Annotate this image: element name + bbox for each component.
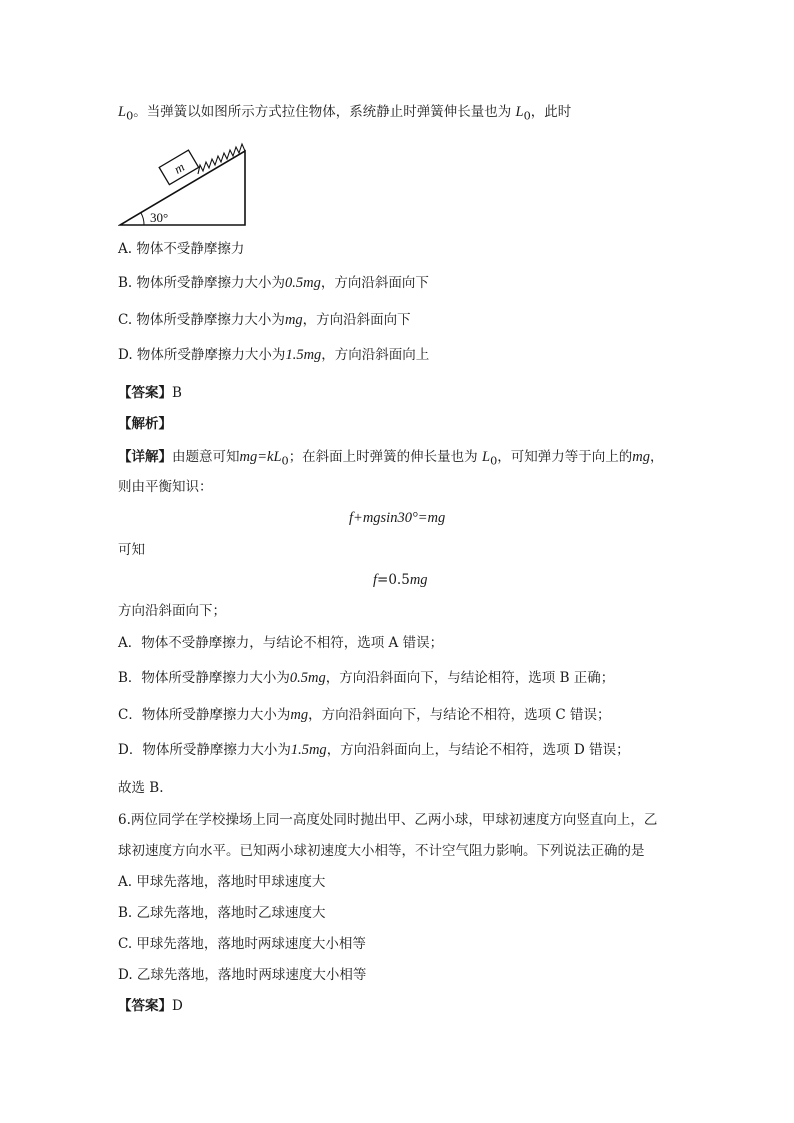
analysis-label: 【解析】 <box>118 416 172 432</box>
direction-line: 方向沿斜面向下； <box>118 603 226 619</box>
spring <box>198 144 245 174</box>
q5-option-c-value: mg <box>284 312 303 328</box>
detail-text-1: 由题意可知 <box>172 449 240 465</box>
equation-2 <box>373 571 428 589</box>
review-b-post: ，方向沿斜面向下，与结论相符，选项 B 正确； <box>325 670 615 686</box>
q5-option-b-value: 0.5mg <box>285 275 321 291</box>
q6-answer-value: D <box>172 998 183 1014</box>
q5-option-c <box>118 311 411 329</box>
detail-mg: mg <box>632 449 650 465</box>
q5-option-c-text: C. 物体所受静摩擦力大小为 <box>118 312 285 328</box>
intro-text-1: 。当弹簧以如图所示方式拉住物体，系统静止时弹簧伸长量也为 <box>133 104 512 120</box>
detail-label: 【详解】 <box>118 449 172 465</box>
answer-value: B <box>172 385 182 401</box>
review-c-text: C．物体所受静摩擦力大小为 <box>118 707 291 723</box>
intro-text-2: ，此时 <box>530 104 572 120</box>
detail-text-4: ， <box>649 449 664 465</box>
q6-option-b: B. 乙球先落地，落地时乙球速度大 <box>118 905 326 921</box>
detail-equation: mg=kL <box>239 449 282 465</box>
review-d-text: D．物体所受静摩擦力大小为 <box>118 742 291 758</box>
detail-text-3: ，可知弹力等于向上的 <box>497 449 633 465</box>
angle-arc <box>141 213 144 225</box>
equation-2-rest: =0.5 <box>377 572 410 588</box>
equation-2-mg: mg <box>409 572 428 588</box>
review-d <box>118 741 630 759</box>
kezhi: 可知 <box>118 542 145 558</box>
q5-option-d-text: D. 物体所受静摩擦力大小为 <box>118 347 286 363</box>
q5-detail-line-1 <box>118 448 663 471</box>
q6-option-c: C. 甲球先落地，落地时两球速度大小相等 <box>118 936 366 952</box>
q5-option-d-direction: ，方向沿斜面向上 <box>321 347 430 363</box>
review-c-post: ，方向沿斜面向下，与结论不相符，选项 C 错误； <box>308 707 611 723</box>
q5-option-b-text: B. 物体所受静摩擦力大小为 <box>118 275 286 291</box>
answer-label: 【答案】 <box>118 385 172 401</box>
detail-L: L <box>481 449 491 465</box>
q6-answer <box>118 997 183 1015</box>
equation-1 <box>349 509 445 527</box>
review-b-text: B．物体所受静摩擦力大小为 <box>118 670 290 686</box>
detail-sub-2: 0 <box>490 454 498 468</box>
q5-option-a: A. 物体不受静摩擦力 <box>118 241 245 257</box>
q5-answer <box>118 384 182 402</box>
q6-stem-line-1: 6.两位同学在学校操场上同一高度处同时抛出甲、乙两小球，甲球初速度方向竖直向上，乙 <box>118 812 658 828</box>
q5-option-d <box>118 346 429 364</box>
sub-0: 0 <box>126 109 134 123</box>
equation-2-f: f <box>373 572 378 588</box>
detail-text-2: ；在斜面上时弹簧的伸长量也为 <box>288 449 478 465</box>
q5-option-c-direction: ，方向沿斜面向下 <box>302 312 411 328</box>
review-b <box>118 669 614 687</box>
review-d-value: 1.5mg <box>290 742 327 758</box>
review-c-value: mg <box>290 707 309 723</box>
review-b-value: 0.5mg <box>289 670 326 686</box>
q5-option-d-value: 1.5mg <box>285 347 322 363</box>
intro-line <box>118 103 571 126</box>
q5-analysis-label <box>118 415 172 433</box>
detail-sub: 0 <box>281 454 289 468</box>
equation-1-text: f+mgsin30°=mg <box>349 510 446 526</box>
q5-option-b-direction: ，方向沿斜面向下 <box>320 275 429 291</box>
q6-option-a: A. 甲球先落地，落地时甲球速度大 <box>118 874 326 890</box>
q6-stem-line-2: 球初速度方向水平。已知两小球初速度大小相等，不计空气阻力影响。下列说法正确的是 <box>118 843 645 859</box>
sub-0-b: 0 <box>523 109 531 123</box>
var-L0-b: L <box>515 104 524 120</box>
review-d-post: ，方向沿斜面向上，与结论不相符，选项 D 错误； <box>326 742 630 758</box>
review-a: A．物体不受静摩擦力，与结论不相符，选项 A 错误； <box>118 635 444 651</box>
conclusion: 故选 B. <box>118 780 164 796</box>
mass-label: m <box>171 158 188 177</box>
review-c <box>118 706 611 724</box>
angle-label: 30° <box>150 210 169 225</box>
incline-spring-figure <box>118 136 250 228</box>
var-L0: L <box>118 104 127 120</box>
q5-option-b <box>118 274 429 292</box>
q6-answer-label: 【答案】 <box>118 998 172 1014</box>
q5-detail-line-2: 则由平衡知识： <box>118 479 213 495</box>
q6-option-d: D. 乙球先落地，落地时两球速度大小相等 <box>118 967 367 983</box>
